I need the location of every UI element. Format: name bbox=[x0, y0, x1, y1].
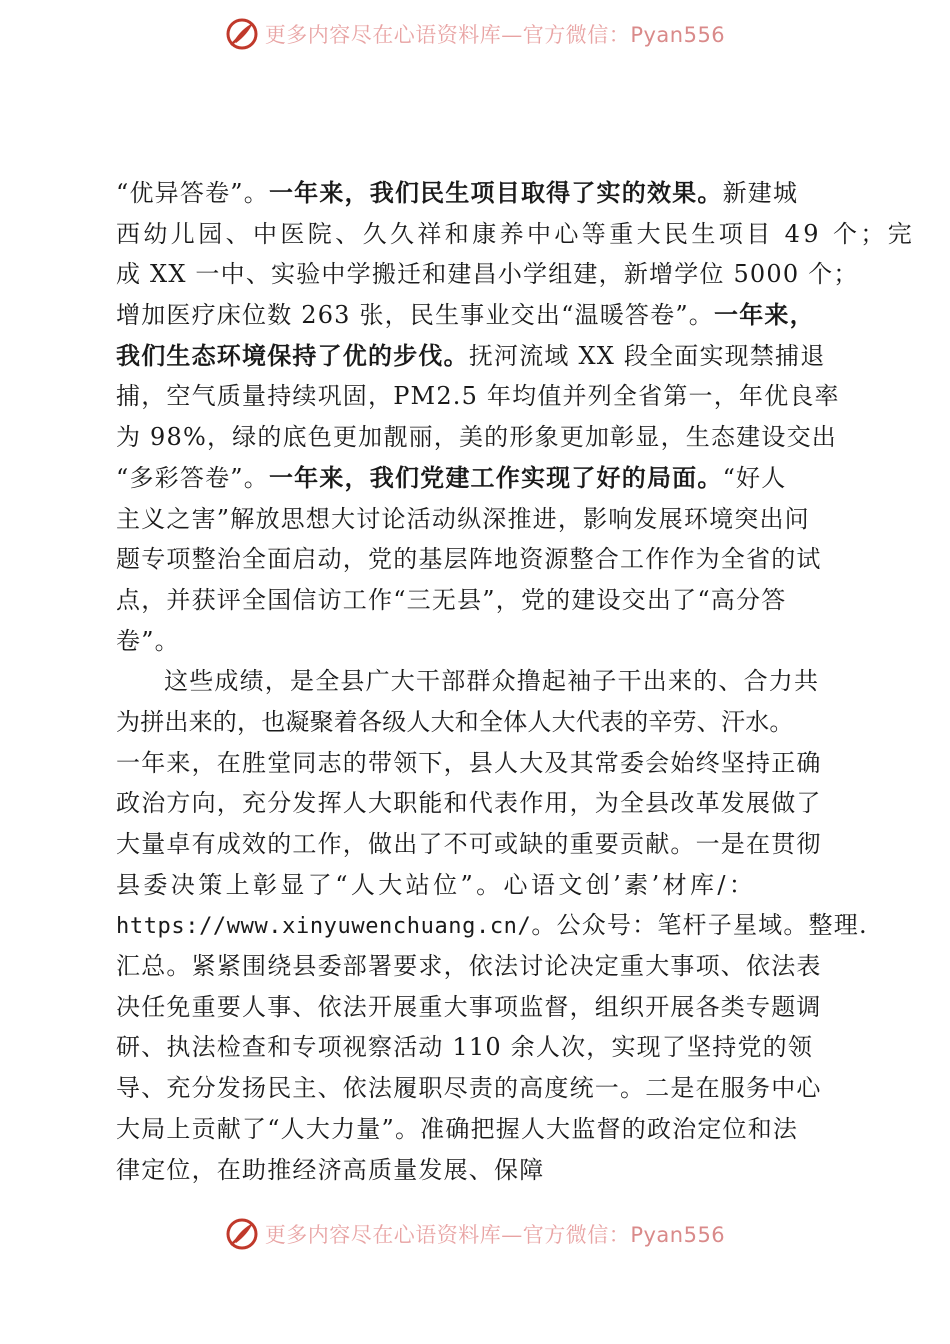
body-line: 大量卓有成效的工作，做出了不可或缺的重要贡献。一是在贯彻 bbox=[116, 830, 822, 858]
body-line: 捕，空气质量持续巩固，PM2.5 年均值并列全省第一，年优良率 bbox=[116, 382, 840, 411]
body-line: 为拼出来的，也凝聚着各级人大和全体人大代表的辛劳、汗水。 bbox=[116, 707, 794, 736]
body-line: 汇总。紧紧围绕县委部署要求，依法讨论决定重大事项、依法表 bbox=[116, 952, 822, 981]
footer-watermark-banner bbox=[0, 1212, 950, 1256]
body-line: 一年来，在胜堂同志的带领下，县人大及其常委会始终坚持正确 bbox=[116, 748, 822, 777]
body-line: “多彩答卷”。一年来，我们党建工作实现了好的局面。“好人 bbox=[116, 462, 787, 492]
header-brand: Pyan556 bbox=[630, 23, 726, 47]
footer-banner-text: 更多内容尽在心语资料库—官方微信：Pyan556 bbox=[264, 1223, 726, 1247]
body-line: 研、执法检查和专项视察活动 110 余人次，实现了坚持党的领 bbox=[116, 1033, 814, 1062]
body-line: 县委决策上彰显了“人大站位”。心语文创’素’材库/： bbox=[116, 870, 757, 899]
body-line: 西幼儿园、中医院、久久祥和康养中心等重大民生项目 49 个；完 bbox=[116, 219, 916, 248]
body-line: 为 98%，绿的底色更加靓丽，美的形象更加彰显，生态建设交出 bbox=[116, 423, 837, 452]
body-line: 大局上贡献了“人大力量”。准确把握人大监督的政治定位和法 bbox=[116, 1114, 799, 1143]
body-line: 导、充分发扬民主、依法履职尽责的高度统一。二是在服务中心 bbox=[116, 1074, 822, 1103]
body-line: https://www.xinyuwenchuang.cn/。公众号：笔杆子星域。整理. bbox=[116, 911, 868, 940]
quill-logo-icon bbox=[225, 1217, 259, 1251]
document-body bbox=[116, 173, 916, 1190]
body-line: 政治方向，充分发挥人大职能和代表作用，为全县改革发展做了 bbox=[116, 789, 822, 818]
body-line: 这些成绩，是全县广大干部群众撸起袖子干出来的、合力共 bbox=[164, 667, 820, 696]
body-line: “优异答卷”。一年来，我们民生项目取得了实的效果。新建城 bbox=[116, 178, 799, 207]
body-line: 点，并获评全国信访工作“三无县”，党的建设交出了“高分答 bbox=[116, 585, 787, 614]
body-line: 成 XX 一中、实验中学搬迁和建昌小学组建，新增学位 5000 个； bbox=[116, 260, 859, 289]
header-banner-text: 更多内容尽在心语资料库—官方微信：Pyan556 bbox=[264, 23, 726, 47]
body-line: 卷”。 bbox=[116, 626, 180, 655]
body-line: 律定位，在助推经济高质量发展、保障 bbox=[116, 1155, 545, 1184]
body-line: 题专项整治全面启动，党的基层阵地资源整合工作作为全省的试 bbox=[116, 545, 822, 574]
source-url: https://www.xinyuwenchuang.cn/ bbox=[116, 914, 532, 940]
body-line: 增加医疗床位数 263 张，民生事业交出“温暖答卷”。一年来， bbox=[116, 300, 815, 330]
body-line: 我们生态环境保持了优的步伐。抚河流域 XX 段全面实现禁捕退 bbox=[116, 340, 826, 370]
footer-brand: Pyan556 bbox=[630, 1223, 726, 1247]
quill-logo-icon bbox=[225, 17, 259, 51]
body-line: 决任免重要人事、依法开展重大事项监督，组织开展各类专题调 bbox=[116, 992, 822, 1021]
header-watermark-banner bbox=[0, 12, 950, 56]
body-line: 主义之害”解放思想大讨论活动纵深推进，影响发展环境突出问 bbox=[116, 504, 810, 533]
